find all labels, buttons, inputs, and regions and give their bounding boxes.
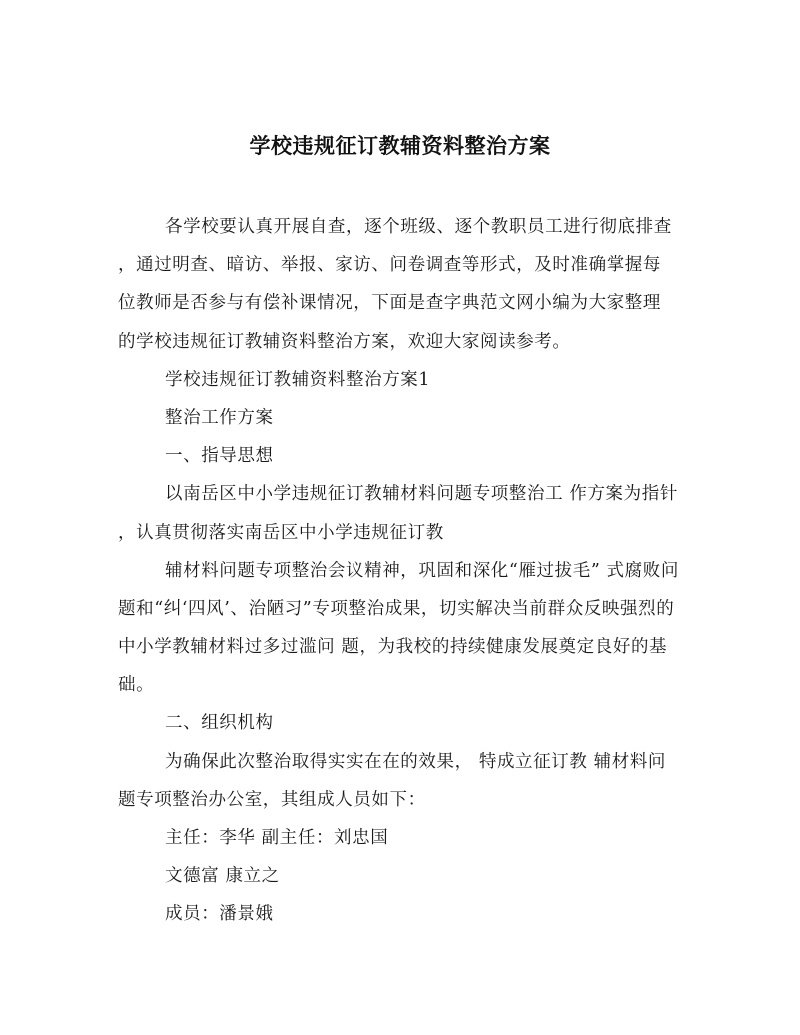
body-line: 辅材料问题专项整治会议精神，巩固和深化“雁过拔毛” 式腐败问 — [165, 560, 679, 581]
body-line: 题专项整治办公室，其组成人员如下： — [118, 789, 426, 810]
body-line: 以南岳区中小学违规征订教辅材料问题专项整治工 作方案为指针 — [165, 484, 678, 505]
document-body — [118, 208, 686, 934]
section-heading: 二、组织机构 — [165, 713, 274, 734]
body-line: 主任：李华 副主任：刘忠国 — [165, 828, 389, 848]
body-line: 各学校要认真开展自查，逐个班级、逐个教职员工进行彻底排查 — [165, 217, 672, 237]
document-title: 学校违规征订教辅资料整治方案 — [249, 134, 551, 158]
body-line: 中小学教辅材料过多过滥问 题，为我校的持续健康发展奠定良好的基 — [118, 637, 668, 658]
body-line: ，认真贯彻落实南岳区中小学违规征订教 — [118, 522, 444, 543]
body-line: 文德富 康立之 — [165, 866, 280, 887]
section-heading: 一、指导思想 — [165, 446, 274, 467]
body-line: 础。 — [118, 675, 155, 696]
section-heading: 学校违规征订教辅资料整治方案1 — [165, 369, 431, 390]
body-line: 为确保此次整治取得实实在在的效果， 特成立征订教 辅材料问 — [165, 751, 667, 772]
section-heading: 整治工作方案 — [165, 407, 274, 428]
body-line: 题和“纠‘四风’、治陋习”专项整治成果，切实解决当前群众反映强烈的 — [118, 598, 675, 619]
body-line: 位教师是否参与有偿补课情况，下面是查字典范文网小编为大家整理 — [118, 293, 661, 314]
body-line: 的学校违规征订教辅资料整治方案，欢迎大家阅读参考。 — [118, 331, 571, 352]
body-line: 成员：潘景娥 — [165, 904, 274, 925]
body-line: ，通过明查、暗访、举报、家访、问卷调查等形式，及时准确掌握每 — [118, 255, 661, 276]
